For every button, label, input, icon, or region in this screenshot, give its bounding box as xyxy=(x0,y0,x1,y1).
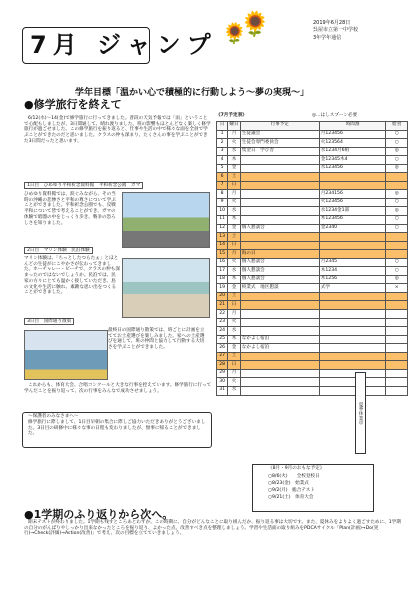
schedule-row xyxy=(217,369,408,378)
trip-intro-text: 6/12(水)～14(金)で修学旅行に行ってきました。普段の天気予報では「雨」ということで心配もしましたが、3日間通して、晴れ渡りました。班の影響もほとんどなく楽しく修学旅行が過ごせました。この修学旅行を振り返ると、仕事や生活の中で様々な面を全員で学ぶことができたのだと思いました。クラスの仲も深まり、たくさんの事を学ぶことができた3日間だったと思います。 xyxy=(24,116,211,144)
upcoming-item: ○9/21(土) 体育大会 xyxy=(268,495,314,501)
col-timetable: 時間割 xyxy=(319,122,386,131)
issuer: 3年学年通信 xyxy=(313,34,342,41)
col-day: 日 xyxy=(217,122,228,131)
event-cell xyxy=(240,386,319,395)
timetable-cell xyxy=(319,361,386,370)
day-cell: 28 xyxy=(217,361,228,370)
timetable-cell: 木1234 xyxy=(319,267,386,276)
lunch-cell xyxy=(386,344,408,353)
schedule-row xyxy=(217,190,408,199)
event-cell: 個人懇談会 xyxy=(240,258,319,267)
upcoming-item: ○8/6(火) 全校登校日 xyxy=(268,474,320,479)
day3-photo xyxy=(24,330,108,380)
day-cell: 8 xyxy=(217,190,228,199)
lunch-cell: ○ xyxy=(386,130,408,139)
lunch-cell: ○ xyxy=(386,198,408,207)
lunch-cell: ◎ xyxy=(386,275,408,284)
trip-intro xyxy=(24,116,212,145)
weekday-cell: 火 xyxy=(228,198,241,207)
weekday-cell: 日 xyxy=(228,301,241,310)
schedule-row xyxy=(217,378,408,387)
lunch-cell: ○ xyxy=(386,224,408,233)
schedule-row xyxy=(217,130,408,139)
schedule-row xyxy=(217,181,408,190)
weekday-cell: 水 xyxy=(228,147,241,156)
timetable-cell: 月2345 xyxy=(319,258,386,267)
event-cell: 生徒議会 xyxy=(240,130,319,139)
timetable-cell xyxy=(319,250,386,259)
day-cell: 31 xyxy=(217,386,228,395)
weekday-cell: 月 xyxy=(228,250,241,259)
newsletter-title: 7月 ジャンプ xyxy=(30,31,217,59)
sunflower-icon: 🌻 xyxy=(240,10,270,38)
day-cell: 26 xyxy=(217,344,228,353)
event-cell xyxy=(240,318,319,327)
day2-photo xyxy=(122,258,210,318)
review-heading: ●1学期のふり返りから次へ。 xyxy=(24,508,174,521)
weekday-cell: 木 xyxy=(228,216,241,225)
event-cell xyxy=(240,233,319,242)
day-cell: 25 xyxy=(217,335,228,344)
timetable-cell: 式学 xyxy=(319,284,386,293)
event-cell xyxy=(240,173,319,182)
schedule-row xyxy=(217,224,408,233)
weekday-cell: 月 xyxy=(228,190,241,199)
timetable-cell xyxy=(319,310,386,319)
parent-message-body: 修学旅行に際しまして、1日目早朝の集合に際しご協力いただきありがとうございました。3日目の研修中に様々な事の日程も変わりましたが、無事に帰ることができました。 xyxy=(28,420,206,437)
schedule-header-row xyxy=(217,122,408,131)
col-event: 行事予定 xyxy=(240,122,319,131)
weekday-cell: 土 xyxy=(228,352,241,361)
weekday-cell: 火 xyxy=(228,378,241,387)
day-cell: 29 xyxy=(217,369,228,378)
weekday-cell: 水 xyxy=(228,207,241,216)
lunch-cell xyxy=(386,310,408,319)
lunch-cell xyxy=(386,327,408,336)
event-cell xyxy=(240,310,319,319)
event-cell xyxy=(240,164,319,173)
schedule-row xyxy=(217,310,408,319)
day-cell: 24 xyxy=(217,327,228,336)
lunch-cell xyxy=(386,250,408,259)
lunch-cell xyxy=(386,318,408,327)
day-cell: 9 xyxy=(217,198,228,207)
weekday-cell: 水 xyxy=(228,327,241,336)
weekday-cell: 月 xyxy=(228,369,241,378)
weekday-cell: 火 xyxy=(228,318,241,327)
lunch-cell: ◎ xyxy=(386,190,408,199)
day-cell: 4 xyxy=(217,156,228,165)
timetable-cell xyxy=(319,386,386,395)
timetable-cell xyxy=(319,344,386,353)
schedule-row xyxy=(217,301,408,310)
day-cell: 3 xyxy=(217,147,228,156)
issue-date: 2019年6月28日 xyxy=(313,20,351,26)
schedule-row xyxy=(217,173,408,182)
lunch-cell xyxy=(386,301,408,310)
day2-body: マリン体験は、「ちっとしたつらたぁ」とほとんどの生徒がにこやかさが伝わってきました。ホーチャレー・ビーチで、クラスの仲も深まったのではないでしょうか。民泊では、民家の方々にとても温かく接していただき、島の文化や生活に触れ、素敵な思い出をつくることができました。 xyxy=(24,256,120,296)
day-cell: 19 xyxy=(217,284,228,293)
event-cell xyxy=(240,198,319,207)
event-cell xyxy=(240,352,319,361)
timetable-cell xyxy=(319,369,386,378)
trip-closing-text: これからも、体育大会、合唱コンクールと大きな行事を控えています。修学旅行に行って学んだことを振り返って、次の行事をみんなで成功させましょう。 xyxy=(24,383,212,394)
timetable-cell xyxy=(319,327,386,336)
event-cell xyxy=(240,190,319,199)
schedule-row xyxy=(217,318,408,327)
timetable-cell xyxy=(319,335,386,344)
weekday-cell: 土 xyxy=(228,173,241,182)
schedule-legend: ◎…はしスプーン必要 xyxy=(312,113,358,118)
day-cell: 18 xyxy=(217,275,228,284)
day-cell: 12 xyxy=(217,224,228,233)
weekday-cell: 金 xyxy=(228,164,241,173)
schedule-row xyxy=(217,241,408,250)
upcoming-list xyxy=(268,474,320,503)
event-cell xyxy=(240,369,319,378)
weekday-cell: 日 xyxy=(228,361,241,370)
schedule-row xyxy=(217,361,408,370)
timetable-cell xyxy=(319,292,386,301)
day-cell: 20 xyxy=(217,292,228,301)
lunch-cell: ◎ xyxy=(386,164,408,173)
schedule-row xyxy=(217,147,408,156)
lunch-cell: ○ xyxy=(386,139,408,148)
lunch-cell xyxy=(386,173,408,182)
timetable-cell: 金2340 xyxy=(319,224,386,233)
event-cell: なかよし宿泊 xyxy=(240,335,319,344)
event-cell: 生徒会専門委員会 xyxy=(240,139,319,148)
event-cell xyxy=(240,207,319,216)
day-cell: 2 xyxy=(217,139,228,148)
day-cell: 30 xyxy=(217,378,228,387)
col-weekday: 曜日 xyxy=(228,122,241,131)
schedule-row xyxy=(217,344,408,353)
lunch-cell xyxy=(386,369,408,378)
day-cell: 5 xyxy=(217,164,228,173)
day-cell: 16 xyxy=(217,258,228,267)
schedule-row xyxy=(217,284,408,293)
day3-body: 最終日の国際通り散策では、班ごとに計画を立ててお土産選びを楽しみました。家への土産選びを通して、班の仲間と協力して行動する大切さを学ぶことができました。 xyxy=(108,328,205,351)
lunch-cell: ○ xyxy=(386,216,408,225)
weekday-cell: 日 xyxy=(228,181,241,190)
event-cell: 個人懇談会 xyxy=(240,224,319,233)
weekday-cell: 水 xyxy=(228,386,241,395)
weekday-cell: 金 xyxy=(228,284,241,293)
lunch-cell xyxy=(386,386,408,395)
weekday-cell: 火 xyxy=(228,258,241,267)
event-cell xyxy=(240,378,319,387)
weekday-cell: 土 xyxy=(228,233,241,242)
timetable-cell xyxy=(319,318,386,327)
schedule-row xyxy=(217,267,408,276)
schedule-row xyxy=(217,352,408,361)
day1-photo xyxy=(122,192,210,248)
lunch-cell: ◎ xyxy=(386,207,408,216)
timetable-cell: 火123456 xyxy=(319,198,386,207)
event-cell: 海の日 xyxy=(240,250,319,259)
lunch-cell xyxy=(386,378,408,387)
weekday-cell: 月 xyxy=(228,310,241,319)
timetable-cell xyxy=(319,173,386,182)
trip-closing xyxy=(24,383,212,394)
weekday-cell: 木 xyxy=(228,156,241,165)
upcoming-item: ○8/23(金) 始業式 xyxy=(268,481,309,487)
review-text: 期末テストが終わりました。1学期も残すところあとわずか。この時期に、自分がどんなことに取り組んだか、振り返る事は大切です。また、夏休みをよりよく過ごすために、1学期の自分のがんばりやしっかり出来なかったところを振り返り、よかった点、改善すべき点を整理しましょう。学習や生活面の取り組みをPDCAサイクル「Plan(計画)→Do(実行)→Check(評価)→Action(改善)」で考え、次の目標を立てていきましょう。 xyxy=(24,520,401,537)
schedule-row xyxy=(217,275,408,284)
schedule-title: 《7月予定表》 xyxy=(216,113,247,118)
schedule-row xyxy=(217,335,408,344)
day-cell: 7 xyxy=(217,181,228,190)
weekday-cell: 火 xyxy=(228,139,241,148)
day2-subheading-wrap xyxy=(24,248,204,254)
schedule-row xyxy=(217,386,408,395)
timetable-cell xyxy=(319,181,386,190)
lunch-cell: ○ xyxy=(386,258,408,267)
parent-message-heading: ～保護者のみなさまへ～ xyxy=(28,414,79,419)
lunch-cell: ○ xyxy=(386,267,408,276)
timetable-cell: 木123456 xyxy=(319,216,386,225)
day1-subheading: 1日目 ひめゆり平和祈念資料館 平和祈念公園 ガマ xyxy=(24,182,143,189)
lunch-cell: ○ xyxy=(386,156,408,165)
lunch-cell xyxy=(386,352,408,361)
day1-subheading-wrap xyxy=(24,183,204,189)
schedule-row xyxy=(217,250,408,259)
event-cell xyxy=(240,292,319,301)
day-cell: 11 xyxy=(217,216,228,225)
timetable-cell: 金12345木4 xyxy=(319,156,386,165)
lunch-cell xyxy=(386,292,408,301)
schedule-row xyxy=(217,216,408,225)
schedule-row xyxy=(217,233,408,242)
lunch-cell xyxy=(386,233,408,242)
schedule-row xyxy=(217,164,408,173)
timetable-cell xyxy=(319,352,386,361)
timetable-cell xyxy=(319,233,386,242)
day-cell: 10 xyxy=(217,207,228,216)
timetable-cell: 月234156 xyxy=(319,190,386,199)
col-lunch: 給食 xyxy=(386,122,408,131)
weekday-cell: 日 xyxy=(228,241,241,250)
timetable-cell: 水1234月6組 xyxy=(319,147,386,156)
weekday-cell: 金 xyxy=(228,224,241,233)
day-cell: 14 xyxy=(217,241,228,250)
upcoming-heading: 《8月・9月のおもな予定》 xyxy=(268,466,325,471)
event-cell: なかよし宿泊 xyxy=(240,344,319,353)
lunch-cell: × xyxy=(386,284,408,293)
timetable-cell xyxy=(319,378,386,387)
day3-subheading-wrap xyxy=(24,319,204,325)
timetable-cell xyxy=(319,301,386,310)
day-cell: 21 xyxy=(217,301,228,310)
schedule-row xyxy=(217,156,408,165)
summer-vacation-label: 夏季休業中 xyxy=(355,372,366,454)
event-cell xyxy=(240,156,319,165)
schedule-row xyxy=(217,327,408,336)
schedule-row xyxy=(217,292,408,301)
day3-subheading: 3日目 国際通り散策 xyxy=(24,318,74,325)
day-cell: 22 xyxy=(217,310,228,319)
day2-subheading: 2日目 マリン体験 民泊体験 xyxy=(24,247,93,254)
event-cell: 個人懇談会 xyxy=(240,267,319,276)
sunflower-icon: 🌻 xyxy=(222,21,247,45)
event-cell: 終業式 地区懇談 xyxy=(240,284,319,293)
review-body xyxy=(24,520,404,537)
timetable-cell xyxy=(319,241,386,250)
lunch-cell xyxy=(386,181,408,190)
day-cell: 1 xyxy=(217,130,228,139)
day-cell: 6 xyxy=(217,173,228,182)
lunch-cell: ◎ xyxy=(386,147,408,156)
day-cell: 23 xyxy=(217,318,228,327)
timetable-cell: 火123564 xyxy=(319,139,386,148)
schedule-row xyxy=(217,207,408,216)
weekday-cell: 月 xyxy=(228,130,241,139)
day-cell: 17 xyxy=(217,267,228,276)
lunch-cell xyxy=(386,361,408,370)
day-cell: 13 xyxy=(217,233,228,242)
event-cell xyxy=(240,361,319,370)
day-cell: 27 xyxy=(217,352,228,361)
event-cell xyxy=(240,181,319,190)
issue-meta xyxy=(313,20,358,42)
event-cell xyxy=(240,241,319,250)
day-cell: 15 xyxy=(217,250,228,259)
event-cell: 個人懇談会 xyxy=(240,275,319,284)
day1-body: ひめゆり資料館では、涙ぐみながら、その当時の沖縄の悲惨さと平和の尊さについて学ぶことができました。平和祈念公園でも、反戦平和について皆で考えることができ、ガマの体験で暗闇の中をじっくり歩き、戦争の恐ろしさを知りました。 xyxy=(24,192,116,226)
grade-motto: 学年目標「温かい心で積極的に行動しよう～夢の実現～」 xyxy=(75,88,310,98)
weekday-cell: 木 xyxy=(228,335,241,344)
lunch-cell xyxy=(386,241,408,250)
schedule-row xyxy=(217,139,408,148)
schedule-table xyxy=(216,121,408,396)
upcoming-item: ○9/2(月) 総合テスト xyxy=(268,488,315,494)
timetable-cell: 水123456 xyxy=(319,164,386,173)
weekday-cell: 木 xyxy=(228,275,241,284)
schedule-row xyxy=(217,198,408,207)
event-cell xyxy=(240,301,319,310)
schedule-row xyxy=(217,258,408,267)
school-name: 呉屋市立第一中学校 xyxy=(313,27,359,34)
timetable-cell: 木1256 xyxy=(319,275,386,284)
timetable-cell: 月123456 xyxy=(319,130,386,139)
weekday-cell: 金 xyxy=(228,344,241,353)
event-cell: 集金日 学び舎 xyxy=(240,147,319,156)
event-cell xyxy=(240,216,319,225)
weekday-cell: 水 xyxy=(228,267,241,276)
lunch-cell xyxy=(386,335,408,344)
weekday-cell: 土 xyxy=(228,292,241,301)
event-cell xyxy=(240,327,319,336)
trip-heading: ●修学旅行を終えて xyxy=(24,98,122,111)
timetable-cell: 水1234金1部 xyxy=(319,207,386,216)
